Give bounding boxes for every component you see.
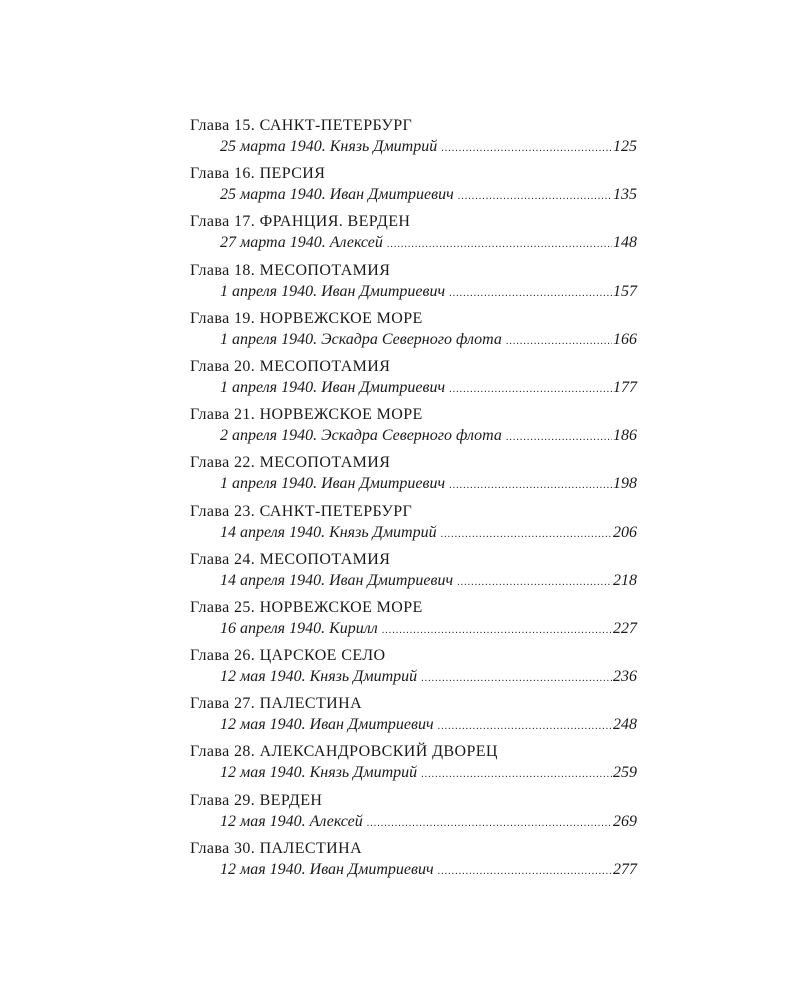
dot-leader xyxy=(449,475,612,497)
chapter-subtitle: 1 апреля 1940. Иван Дмитриевич xyxy=(220,378,446,396)
toc-entry xyxy=(190,357,637,405)
chapter-subtitle-line xyxy=(190,666,637,690)
page-number: 206 xyxy=(613,523,637,541)
chapter-title: Глава 29. ВЕРДЕН xyxy=(190,791,323,809)
toc-entry xyxy=(190,212,637,260)
page-number: 135 xyxy=(613,186,637,204)
page-number: 236 xyxy=(613,668,637,686)
chapter-subtitle: 25 марта 1940. Князь Дмитрий xyxy=(220,138,438,155)
toc-entry xyxy=(190,309,637,357)
chapter-title: Глава 21. НОРВЕЖСКОЕ МОРЕ xyxy=(190,406,423,424)
toc-entry xyxy=(190,453,637,501)
toc-entry xyxy=(190,405,637,453)
page-number: 125 xyxy=(613,138,637,155)
chapter-title: Глава 26. ЦАРСКОЕ СЕЛО xyxy=(190,647,386,665)
chapter-title: Глава 23. САНКТ-ПЕТЕРБУРГ xyxy=(190,502,413,520)
dot-leader xyxy=(421,764,612,786)
toc-entry xyxy=(190,550,637,598)
page-number: 218 xyxy=(613,571,637,589)
chapter-subtitle-line xyxy=(190,522,637,546)
page-number: 277 xyxy=(613,860,637,878)
dot-leader xyxy=(382,620,612,642)
chapter-subtitle: 1 апреля 1940. Иван Дмитриевич xyxy=(220,475,446,493)
table-of-contents xyxy=(190,116,637,887)
dot-leader xyxy=(449,379,612,401)
page-number: 166 xyxy=(613,330,637,348)
toc-entry xyxy=(190,598,637,646)
dot-leader xyxy=(387,234,612,256)
chapter-title: Глава 17. ФРАНЦИЯ. ВЕРДЕН xyxy=(190,213,411,231)
toc-entry xyxy=(190,502,637,550)
dot-leader xyxy=(458,186,612,208)
toc-entry xyxy=(190,742,637,790)
toc-entry xyxy=(190,694,637,742)
chapter-subtitle-line xyxy=(190,329,637,353)
page-number: 148 xyxy=(613,234,637,252)
chapter-subtitle: 16 апреля 1940. Кирилл xyxy=(220,619,378,637)
page-number: 227 xyxy=(613,619,637,637)
page-number: 198 xyxy=(613,475,637,493)
chapter-subtitle-line xyxy=(190,570,637,594)
dot-leader xyxy=(438,861,612,883)
chapter-subtitle: 27 марта 1940. Алексей xyxy=(220,234,383,252)
dot-leader xyxy=(441,524,612,546)
page-number: 259 xyxy=(613,764,637,782)
toc-entry xyxy=(190,791,637,839)
chapter-title: Глава 15. САНКТ-ПЕТЕРБУРГ xyxy=(190,117,413,134)
page-number: 248 xyxy=(613,716,637,734)
chapter-subtitle: 2 апреля 1940. Эскадра Северного флота xyxy=(220,427,502,445)
chapter-title: Глава 20. МЕСОПОТАМИЯ xyxy=(190,357,391,375)
toc-entry xyxy=(190,839,637,887)
dot-leader xyxy=(441,138,612,160)
page-number: 177 xyxy=(613,378,637,396)
dot-leader xyxy=(438,716,612,738)
page-number: 186 xyxy=(613,427,637,445)
chapter-subtitle: 14 апреля 1940. Князь Дмитрий xyxy=(220,523,437,541)
chapter-subtitle: 1 апреля 1940. Эскадра Северного флота xyxy=(220,330,502,348)
chapter-title: Глава 30. ПАЛЕСТИНА xyxy=(190,839,363,857)
chapter-subtitle-line xyxy=(190,762,637,786)
chapter-subtitle-line xyxy=(190,377,637,401)
chapter-subtitle: 14 апреля 1940. Иван Дмитриевич xyxy=(220,571,454,589)
chapter-title: Глава 24. МЕСОПОТАМИЯ xyxy=(190,550,391,568)
dot-leader xyxy=(367,813,612,835)
chapter-subtitle: 12 мая 1940. Князь Дмитрий xyxy=(220,764,418,782)
toc-entry xyxy=(190,646,637,694)
chapter-subtitle: 1 апреля 1940. Иван Дмитриевич xyxy=(220,282,446,300)
toc-entry xyxy=(190,164,637,212)
chapter-title: Глава 27. ПАЛЕСТИНА xyxy=(190,695,363,713)
chapter-subtitle-line xyxy=(190,473,637,497)
dot-leader xyxy=(449,283,612,305)
chapter-subtitle-line xyxy=(190,859,637,883)
chapter-subtitle-line xyxy=(190,136,637,160)
chapter-subtitle-line xyxy=(190,714,637,738)
chapter-title: Глава 22. МЕСОПОТАМИЯ xyxy=(190,454,391,472)
chapter-subtitle-line xyxy=(190,232,637,256)
page-number: 157 xyxy=(613,282,637,300)
chapter-title: Глава 25. НОРВЕЖСКОЕ МОРЕ xyxy=(190,598,423,616)
page-number: 269 xyxy=(613,812,637,830)
chapter-title: Глава 18. МЕСОПОТАМИЯ xyxy=(190,261,391,279)
chapter-title: Глава 16. ПЕРСИЯ xyxy=(190,165,326,183)
chapter-subtitle-line xyxy=(190,811,637,835)
chapter-subtitle: 12 мая 1940. Иван Дмитриевич xyxy=(220,860,434,878)
dot-leader xyxy=(457,572,612,594)
chapter-subtitle-line xyxy=(190,184,637,208)
chapter-title: Глава 19. НОРВЕЖСКОЕ МОРЕ xyxy=(190,309,423,327)
chapter-subtitle: 25 марта 1940. Иван Дмитриевич xyxy=(220,186,454,204)
chapter-subtitle-line xyxy=(190,618,637,642)
dot-leader xyxy=(506,427,612,449)
chapter-subtitle-line xyxy=(190,425,637,449)
toc-entry xyxy=(190,261,637,309)
dot-leader xyxy=(506,331,612,353)
dot-leader xyxy=(421,668,612,690)
chapter-title: Глава 28. АЛЕКСАНДРОВСКИЙ ДВОРЕЦ xyxy=(190,743,498,761)
chapter-subtitle-line xyxy=(190,281,637,305)
chapter-subtitle: 12 мая 1940. Князь Дмитрий xyxy=(220,668,418,686)
chapter-subtitle: 12 мая 1940. Алексей xyxy=(220,812,363,830)
toc-entry xyxy=(190,116,637,164)
chapter-subtitle: 12 мая 1940. Иван Дмитриевич xyxy=(220,716,434,734)
